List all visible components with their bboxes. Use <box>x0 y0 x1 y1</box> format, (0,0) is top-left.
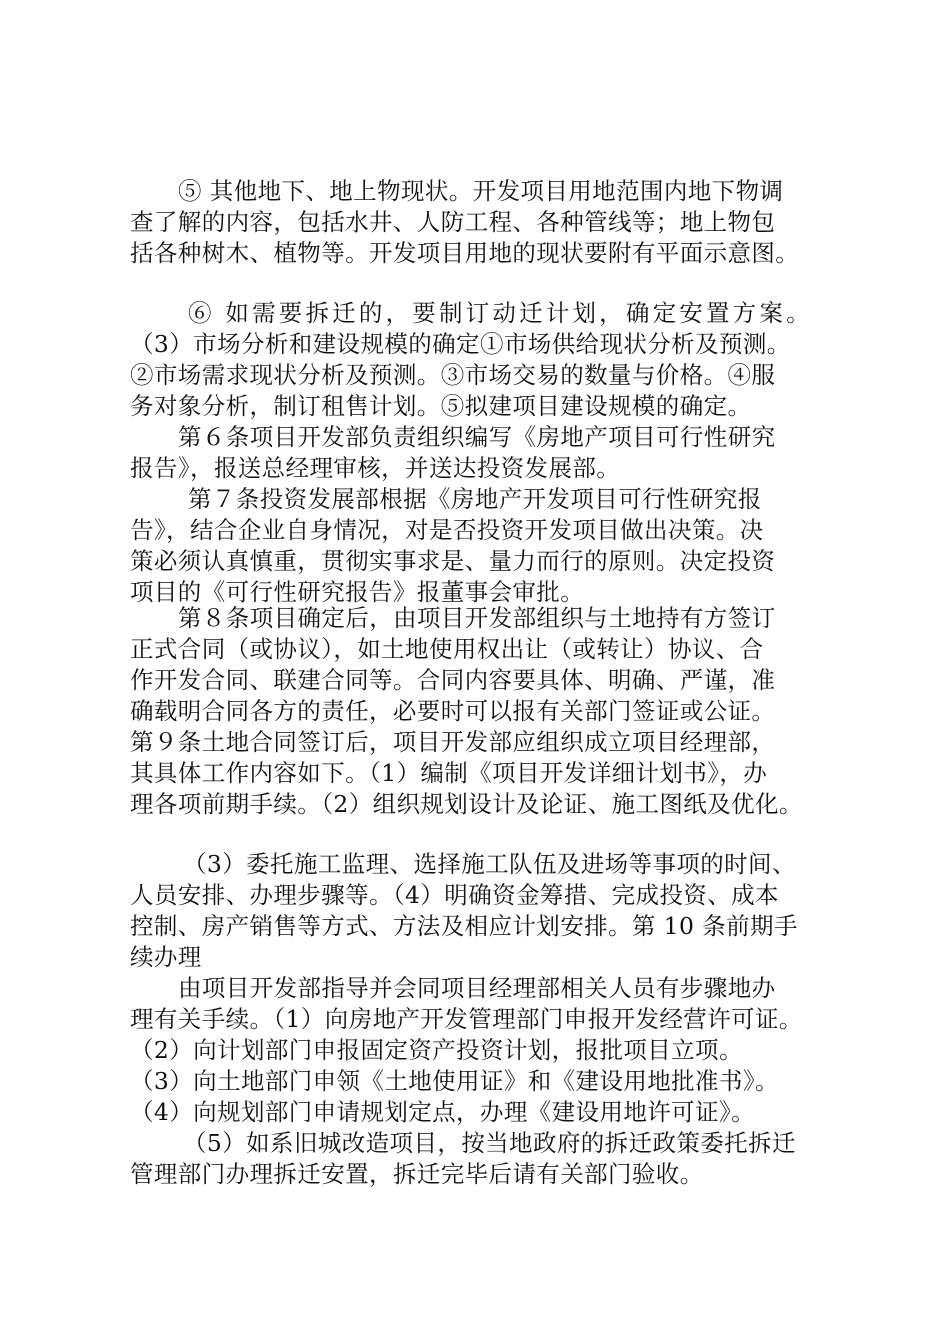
text-line: 项目的《可行性研究报告》报董事会审批。 <box>130 578 585 606</box>
text-line: 第９条土地合同签订后，项目开发部应组织成立项目经理部， <box>130 728 776 756</box>
text-line: （4）向规划部门申请规划定点，办理《建设用地许可证》。 <box>130 1098 756 1126</box>
text-line: 报告》，报送总经理审核，并送达投资发展部。 <box>130 454 621 482</box>
text-line: （3）委托施工监理、选择施工队伍及进场等事项的时间、 <box>183 850 796 878</box>
text-line: 正式合同（或协议），如土地使用权出让（或转让）协议、合 <box>130 635 764 663</box>
text-line: 作开发合同、联建合同等。合同内容要具体、明确、严谨，准 <box>130 666 776 694</box>
text-line: 理有关手续。（1）向房地产开发管理部门申报开发经营许可证。 <box>130 1005 803 1033</box>
text-line: 由项目开发部指导并会同项目经理部相关人员有步骤地办 <box>178 974 776 1002</box>
text-line: （2）向计划部门申报固定资产投资计划，报批项目立项。 <box>130 1036 743 1064</box>
text-line: ⑤ 其他地下、地上物现状。开发项目用地范围内地下物调 <box>178 177 784 205</box>
text-line: 管理部门办理拆迁安置，拆迁完毕后请有关部门验收。 <box>130 1160 704 1188</box>
text-line: （5）如系旧城改造项目，按当地政府的拆迁政策委托拆迁 <box>183 1129 796 1157</box>
text-line: ⑥ 如需要拆迁的，要制订动迁计划，确定安置方案。 <box>188 299 813 327</box>
text-line: 人员安排、办理步骤等。（4）明确资金筹措、完成投资、成本 <box>130 881 779 909</box>
text-line: （3）向土地部门申领《土地使用证》和《建设用地批准书》。 <box>130 1067 779 1095</box>
text-line: 第８条项目确定后，由项目开发部组织与土地持有方签订 <box>178 604 776 632</box>
text-line: 其具体工作内容如下。（1）编制《项目开发详细计划书》，办 <box>130 759 768 787</box>
text-line: 第６条项目开发部负责组织编写《房地产项目可行性研究 <box>178 423 776 451</box>
text-line: 控制、房产销售等方式、方法及相应计划安排。第 10 条前期手 <box>130 912 798 940</box>
text-line: 确载明合同各方的责任，必要时可以报有关部门签证或公证。 <box>130 697 776 725</box>
text-line: 第７条投资发展部根据《房地产开发项目可行性研究报 <box>188 485 762 513</box>
text-line: 续办理 <box>130 943 202 971</box>
text-line: 策必须认真慎重，贯彻实事求是、量力而行的原则。决定投资 <box>130 547 776 575</box>
text-line: 查了解的内容，包括水井、人防工程、各种管线等；地上物包 <box>130 208 776 236</box>
text-line: ②市场需求现状分析及预测。③市场交易的数量与价格。④服 <box>130 361 776 389</box>
text-line: 告》，结合企业自身情况，对是否投资开发项目做出决策。决 <box>130 516 764 544</box>
text-line: 理各项前期手续。（2）组织规划设计及论证、施工图纸及优化。 <box>130 790 803 818</box>
text-line: 务对象分析，制订租售计划。⑤拟建项目建设规模的确定。 <box>130 392 752 420</box>
text-line: 括各种树木、植物等。开发项目用地的现状要附有平面示意图。 <box>130 239 800 267</box>
text-line: （3）市场分析和建设规模的确定①市场供给现状分析及预测。 <box>130 330 791 358</box>
